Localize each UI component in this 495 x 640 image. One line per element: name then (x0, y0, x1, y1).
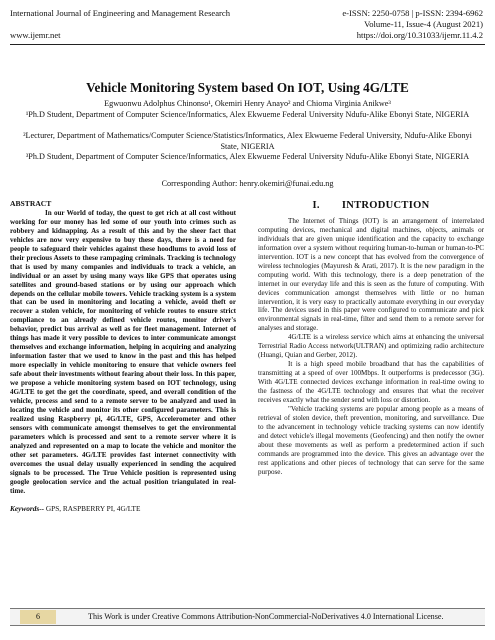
right-column (258, 200, 484, 477)
left-column (10, 200, 236, 514)
corresponding-author: Corresponding Author: henry.okemiri@funai.edu.ng (161, 179, 334, 188)
doi-link[interactable]: https://doi.org/10.31033/ijemr.11.4.2 (356, 30, 483, 40)
paper-title: Vehicle Monitoring System based On IOT, Using 4G/LTE (86, 80, 409, 95)
intro-paragraph-2: 4G/LTE is a wireless service which aims at enhancing the universal Terrestrial Radio Access network(ULTRAN) and optimizing radio architecture (Huangi, Quian and Gerber, 2012). (258, 333, 484, 360)
page-number: 6 (20, 610, 56, 624)
affiliation-1: ¹Ph.D Student, Department of Computer Science/Informatics, Alex Ekwueme Federal University Ndufu-Alike Ebonyi State, NIGERIA (25, 110, 470, 119)
intro-paragraph-4: "Vehicle tracking systems are popular among people as a means of retrieval of stolen device, theft prevention, monitoring, and surveillance. Due to the advancement in technology vehicle tracking systems can now identify and detect vehicle's illegal movements (Geofencing) and then notify the owner about these movements as well as perform a predetermined action if such commands are programmed into the device. This gives an advantage over the rest applications and other pieces of technology that can serve for the same purpose. (258, 404, 484, 476)
volume-info: Volume-11, Issue-4 (August 2021) (364, 19, 483, 29)
intro-paragraph-1: The Internet of Things (IOT) is an arrangement of interrelated computing devices, mechanical and digital machines, objects, animals or individuals that are given unique identification and the capacity to exchange information over a system without requiring human-to-human or human-to-PC intervention. IOT is a new concept that has evolved from the convergence of wireless technologies (Mayuresh & Arati, 2017). It is the new paradigm in the computing world. With this technology, there is a deep penetration of the internet in our everyday life and this is seen as the future of computing. With devices communication amongst themselves with little or no human intervention, it is very easy to practically automate everything in our everyday life. The devices used in this paper were configured to communicate and pick environmental signals in real-time, filter and send them to a remote server for analyses and storage. (258, 216, 484, 333)
intro-paragraph-3: It is a high speed mobile broadband that has the capabilities of transmitting at a speed of over 100Mbps. It outperforms is predecessor (3G). With 4G/LTE connected devices exchange information in real-time owing to the fastness of the 4G/LTE technology and ensures that what the receiver receives exactly what the sender send with loss or distortion. (258, 360, 484, 405)
journal-website-link[interactable]: www.ijemr.net (10, 30, 61, 40)
keywords-text: GPS, RASPBERRY PI, 4G/LTE (45, 504, 141, 514)
header-divider (10, 44, 485, 45)
introduction-heading (258, 202, 484, 211)
keywords-label: Keywords-- (10, 504, 45, 514)
abstract-body: In our World of today, the quest to get rich at all cost without working for our money has led some of our youth into crimes such as robbery and kidnapping. As a result of this and by the sheer fact that vehicles are now very expensive to buy these days, there is a need for people to safeguard their vehicles against these hoodlums to avoid loss of their precious Assets to these rampaging criminals. Tracking is technology that is used by many companies and individuals to track a vehicle, an individual or an asset by using many ways like GPS that operates using satellites and ground-based stations or by using our approach which depends on the cellular mobile towers. Vehicle tracking system is a system that can be used in monitoring and locating a vehicle, avoid theft or recover a stolen vehicle, for monitoring of vehicle routes to ensure strict compliance to an already defined vehicle routes, monitor driver's behavior, predict bus arrival as well as for fleet management. Internet of things has made it very possible to devices to inter communicate amongst themselves and exchange information, helping in acquiring and analyzing information faster that we used to know in the past and this has helped more especially in vehicle monitoring to ensure that vehicle owners feel safe about their investments without fearing about their loss. In this paper, we propose a vehicle monitoring system based on IOT technology, using 4G/LTE to get the get the coordinate, speed, and overall condition of the vehicle, process and send to a remote server to be analyzed and used in locating the vehicle and monitor its other configured parameters. This is realized using Raspberry pi, 4G/LTE, GPS, Accelerometer and other sensors with communicate amongst themselves to get the environmental parameters which is processed and sent to a remote server where it is analyzed and represented on a map to locate the vehicle and monitor the other set parameters. 4G/LTE provides fast internet connectivity with overcomes the usual delay usually experienced in sending the acquired signals to be processed. The True Vehicle position is represented using google geolocation service and the actual position triangulated in real-time. (10, 208, 236, 495)
author-list: Egwuonwu Adolphus Chinonso¹, Okemiri Henry Anayo² and Chioma Virginia Anikwe³ (104, 99, 391, 108)
abstract-heading: ABSTRACT (10, 199, 52, 208)
journal-name: International Journal of Engineering and Management Research (10, 8, 231, 18)
keywords-line (10, 505, 236, 514)
license-notice: This Work is under Creative Commons Attribution-NonCommercial-NoDerivatives 4.0 International License. (88, 612, 444, 621)
section-number: I. (312, 200, 320, 211)
section-title: INTRODUCTION (341, 200, 430, 211)
affiliation-3: ³Ph.D Student, Department of Computer Science/Informatics, Alex Ekwueme Federal University Ndufu-Alike Ebonyi State, NIGERIA (25, 152, 470, 161)
affiliation-2: ²Lecturer, Department of Mathematics/Computer Science/Statistics/Informatics, Alex Ekwueme Federal University, Ndufu-Alike Ebonyi State, NIGERIA (23, 131, 472, 151)
issn-info: e-ISSN: 2250-0758 | p-ISSN: 2394-6962 (342, 8, 483, 18)
